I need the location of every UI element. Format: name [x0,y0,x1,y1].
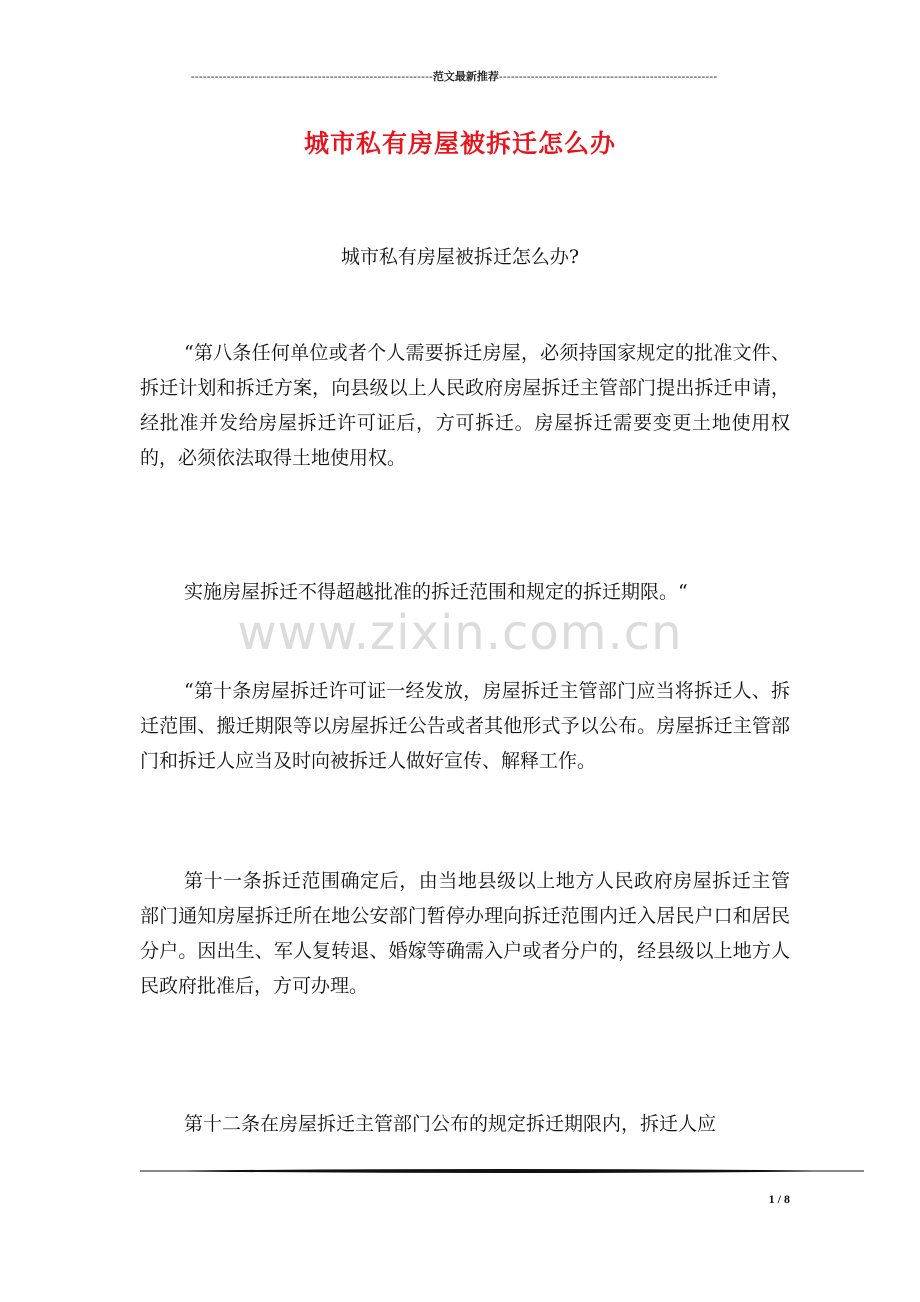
page-header [140,68,768,84]
header-dashes-left: ------------------------------------------------------------- [190,70,433,83]
paragraph-article-12: 第十二条在房屋拆迁主管部门公布的规定拆迁期限内，拆迁人应 [184,1113,717,1135]
header-label: 范文最新推荐 [432,70,499,83]
document-title: 城市私有房屋被拆迁怎么办 [303,129,616,158]
watermark: www.zixin.com.cn [237,605,683,661]
paragraph-article-8: “第八条任何单位或者个人需要拆迁房屋，必须持国家规定的批准文件、拆迁计划和拆迁方案，向县级以上人民政府房屋拆迁主管部门提出拆迁申请，经批准并发给房屋拆迁许可证后，方可拆迁。房屋拆迁需要变更土地使用权的，必须依法取得土地使用权。 [140,342,790,469]
page-number: 1 / 8 [768,1192,790,1206]
footer-divider [140,1166,864,1176]
document-subtitle: 城市私有房屋被拆迁怎么办? [340,246,580,268]
paragraph-article-11: 第十一条拆迁范围确定后，由当地县级以上地方人民政府房屋拆迁主管部门通知房屋拆迁所在地公安部门暂停办理向拆迁范围内迁入居民户口和居民分户。因出生、军人复转退、婚嫁等确需入户或者分户的，经县级以上地方人民政府批准后，方可办理。 [140,870,790,997]
paragraph-article-10: “第十条房屋拆迁许可证一经发放，房屋拆迁主管部门应当将拆迁人、拆迁范围、搬迁期限等以房屋拆迁公告或者其他形式予以公布。房屋拆迁主管部门和拆迁人应当及时向被拆迁人做好宣传、解释工作。 [140,680,790,772]
header-dashes-right: ------------------------------------------------------- [498,70,718,83]
paragraph-article-8-continued: 实施房屋拆迁不得超越批准的拆迁范围和规定的拆迁期限。“ [184,581,688,603]
